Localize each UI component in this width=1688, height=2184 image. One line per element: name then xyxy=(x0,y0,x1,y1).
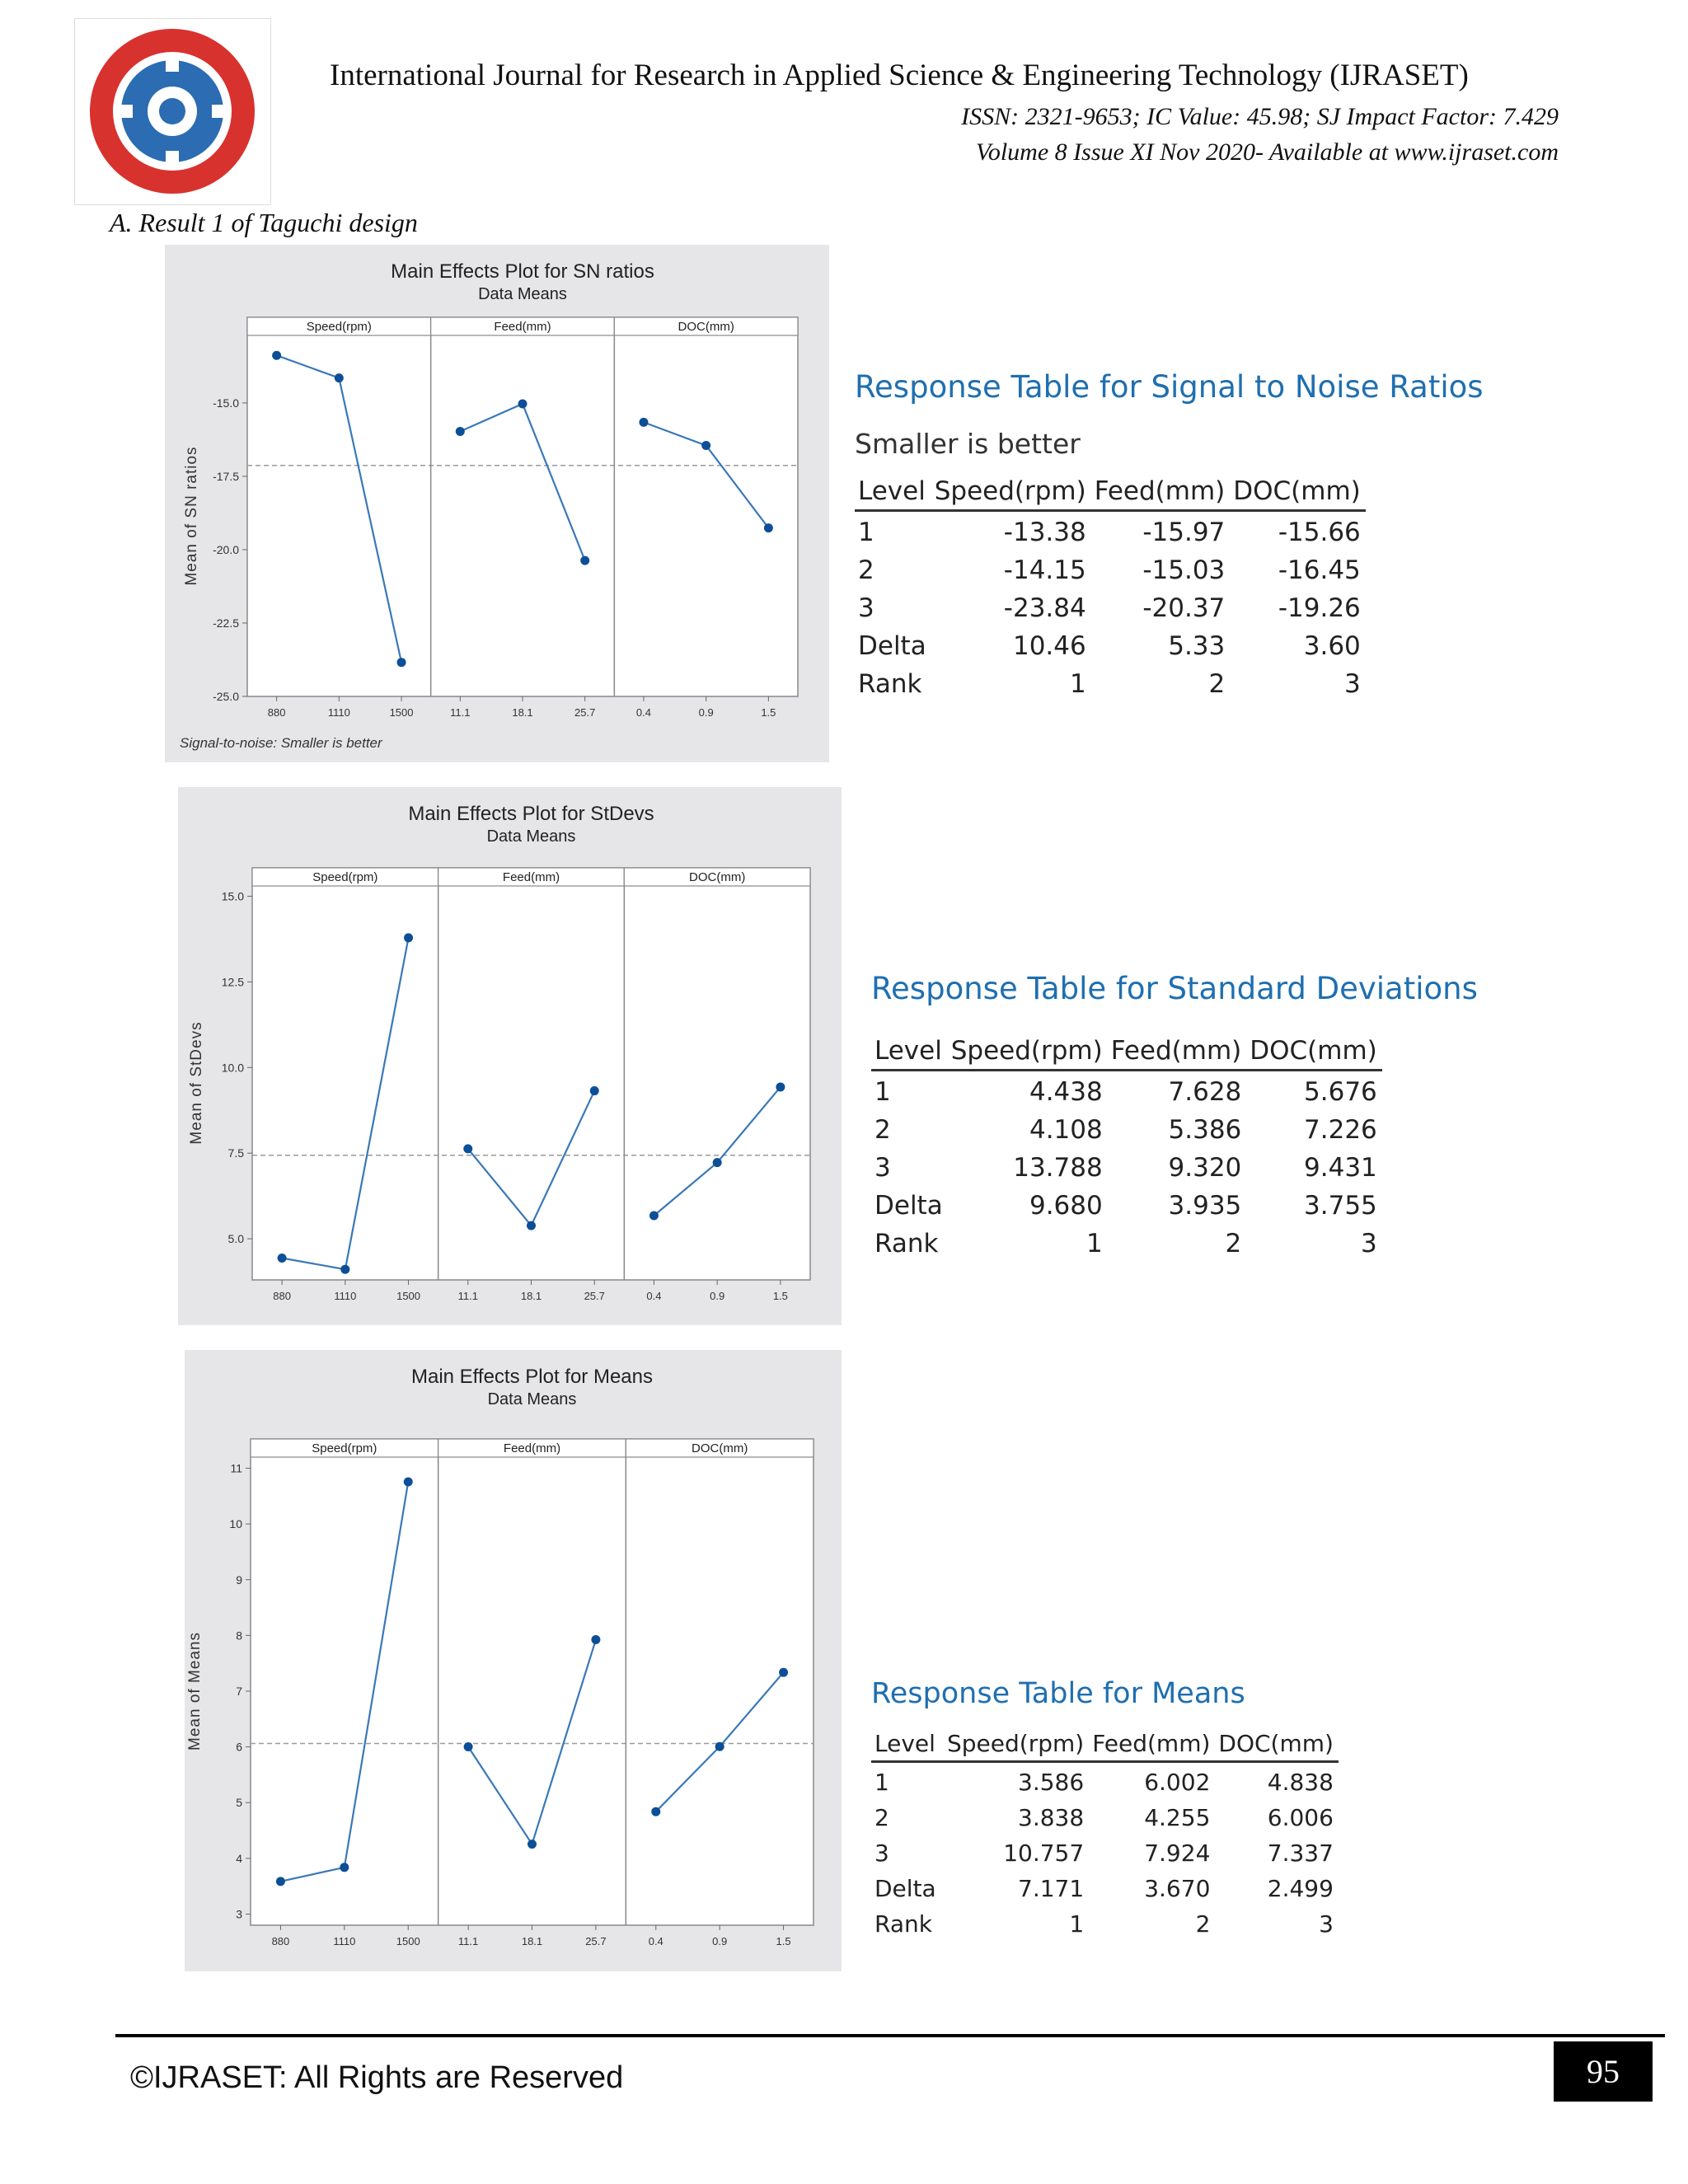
x-tick-label: 1500 xyxy=(396,1935,420,1947)
table-cell: Delta xyxy=(858,631,926,661)
table-cell: -16.45 xyxy=(1278,555,1361,585)
column-header: Speed(rpm) xyxy=(931,475,1091,511)
y-tick-label: -17.5 xyxy=(213,469,239,483)
x-tick-label: 18.1 xyxy=(512,706,533,719)
column-header: Feed(mm) xyxy=(1108,1034,1247,1071)
plot-area xyxy=(252,868,810,1280)
footer-copyright: ©IJRASET: All Rights are Reserved xyxy=(130,2060,624,2095)
y-tick-label: -22.5 xyxy=(213,616,239,630)
table-cell: 1 xyxy=(1069,669,1086,699)
chart-subtitle: Data Means xyxy=(487,1390,577,1408)
table-row xyxy=(855,511,1366,551)
data-point xyxy=(464,1742,473,1751)
data-point xyxy=(639,418,648,427)
data-point xyxy=(397,658,406,667)
y-tick-label: 4 xyxy=(236,1851,242,1865)
table-cell: -15.97 xyxy=(1142,518,1226,547)
x-tick-label: 25.7 xyxy=(584,1290,605,1302)
table-row xyxy=(871,1834,1339,1869)
column-header: Level xyxy=(855,475,931,511)
table-row xyxy=(871,1223,1382,1261)
y-tick-label: -15.0 xyxy=(213,396,239,410)
table-cell: -23.84 xyxy=(1003,593,1086,623)
table-cell: 5.386 xyxy=(1168,1115,1242,1145)
table-row xyxy=(871,1147,1382,1185)
table-cell: Rank xyxy=(874,1229,939,1258)
y-axis-label: Mean of SN ratios xyxy=(183,446,200,586)
x-tick-label: 0.9 xyxy=(698,706,714,719)
column-header: DOC(mm) xyxy=(1230,475,1366,511)
panel-label: Feed(mm) xyxy=(503,1441,561,1455)
table-cell: 13.788 xyxy=(1013,1153,1103,1183)
y-tick-label: -20.0 xyxy=(213,542,239,556)
table-cell: 7.171 xyxy=(1018,1875,1085,1902)
plot-area xyxy=(251,1439,814,1925)
table-cell: 4.255 xyxy=(1144,1804,1211,1831)
data-point xyxy=(590,1086,599,1095)
y-tick-label: 11 xyxy=(230,1461,242,1475)
table-cell: 1 xyxy=(858,518,874,547)
x-tick-label: 18.1 xyxy=(521,1935,543,1947)
y-tick-label: 5 xyxy=(236,1796,242,1810)
response-table-grid xyxy=(871,1034,1382,1261)
footer-rule xyxy=(115,2034,1665,2037)
x-tick-label: 0.4 xyxy=(646,1290,662,1302)
y-tick-label: 12.5 xyxy=(221,975,244,989)
table-cell: 7.924 xyxy=(1144,1840,1211,1867)
table-row xyxy=(871,1869,1339,1905)
table-row xyxy=(855,550,1366,588)
x-tick-label: 880 xyxy=(267,706,286,719)
table-cell: 3 xyxy=(874,1153,891,1183)
column-header: Speed(rpm) xyxy=(944,1728,1089,1762)
table-cell: 4.108 xyxy=(1029,1115,1103,1145)
table-cell: 3 xyxy=(874,1840,889,1867)
data-point xyxy=(335,373,344,382)
data-point xyxy=(518,399,528,408)
x-tick-label: 1.5 xyxy=(776,1935,791,1947)
x-tick-label: 1500 xyxy=(396,1290,421,1302)
response-table-title: Response Table for Standard Deviations xyxy=(871,971,1478,1006)
data-point xyxy=(528,1840,537,1849)
table-cell: 3.60 xyxy=(1303,631,1361,661)
plot-means xyxy=(185,1350,842,1975)
data-point xyxy=(340,1265,349,1274)
table-cell: 10.46 xyxy=(1012,631,1086,661)
table-row xyxy=(871,1185,1382,1223)
table-row xyxy=(855,663,1366,701)
table-cell: 2.499 xyxy=(1267,1875,1334,1902)
column-header: Level xyxy=(871,1034,948,1071)
x-tick-label: 1500 xyxy=(389,706,414,719)
table-cell: 4.838 xyxy=(1267,1769,1334,1796)
table-cell: 3 xyxy=(1361,1229,1377,1258)
table-cell: 3 xyxy=(858,593,874,623)
y-tick-label: 6 xyxy=(236,1740,242,1754)
table-cell: 2 xyxy=(1195,1910,1211,1938)
y-tick-label: -25.0 xyxy=(213,690,239,703)
data-point xyxy=(278,1254,287,1263)
panel-label: Feed(mm) xyxy=(494,320,551,334)
y-tick-label: 7.5 xyxy=(227,1146,244,1160)
y-tick-label: 5.0 xyxy=(227,1232,244,1246)
table-row xyxy=(871,1905,1339,1940)
x-tick-label: 1.5 xyxy=(761,706,776,719)
x-tick-label: 1110 xyxy=(334,1290,357,1302)
y-axis-label: Mean of StDevs xyxy=(188,1021,205,1145)
table-cell: 5.676 xyxy=(1304,1077,1377,1107)
plot-stdevs xyxy=(178,787,842,1329)
x-tick-label: 18.1 xyxy=(520,1290,542,1302)
panel-label: DOC(mm) xyxy=(692,1441,748,1455)
table-cell: 10.757 xyxy=(1003,1840,1085,1867)
column-header: DOC(mm) xyxy=(1246,1034,1382,1071)
table-cell: Rank xyxy=(874,1910,932,1938)
data-point xyxy=(649,1212,659,1221)
chart-title: Main Effects Plot for Means xyxy=(410,1366,654,1388)
x-tick-label: 11.1 xyxy=(457,1935,479,1947)
chart-subtitle: Data Means xyxy=(486,827,576,846)
data-point xyxy=(580,556,589,565)
data-point xyxy=(527,1221,536,1230)
x-tick-label: 11.1 xyxy=(457,1290,478,1302)
x-tick-label: 25.7 xyxy=(585,1935,607,1947)
data-point xyxy=(456,427,465,436)
panel-label: Speed(rpm) xyxy=(312,870,378,884)
chart-subtitle: Data Means xyxy=(478,285,567,303)
data-point xyxy=(463,1144,472,1153)
response-table-grid xyxy=(855,475,1366,701)
response-table-title: Response Table for Means xyxy=(871,1677,1245,1710)
y-tick-label: 8 xyxy=(236,1629,242,1643)
table-cell: 2 xyxy=(874,1804,889,1831)
response-table-subtitle: Smaller is better xyxy=(855,428,1081,460)
data-point xyxy=(651,1807,660,1816)
table-cell: 2 xyxy=(1225,1229,1242,1258)
response-table-grid xyxy=(871,1728,1339,1940)
table-cell: 9.320 xyxy=(1168,1153,1242,1183)
table-cell: 9.680 xyxy=(1029,1191,1103,1221)
y-tick-label: 9 xyxy=(236,1572,242,1586)
table-cell: 3.935 xyxy=(1168,1191,1242,1221)
y-tick-label: 10 xyxy=(229,1517,242,1531)
response-table-sn xyxy=(855,369,1484,701)
data-point xyxy=(779,1668,788,1677)
x-tick-label: 880 xyxy=(271,1935,290,1947)
column-header: Feed(mm) xyxy=(1091,475,1231,511)
data-point xyxy=(715,1742,724,1751)
table-cell: 3 xyxy=(1344,669,1361,699)
response-table-title: Response Table for Signal to Noise Ratios xyxy=(855,369,1484,405)
table-cell: 9.431 xyxy=(1304,1153,1377,1183)
column-header: Level xyxy=(871,1728,944,1762)
table-row xyxy=(871,1109,1382,1147)
volume-line: Volume 8 Issue XI Nov 2020- Available at www.ijraset.com xyxy=(975,138,1559,166)
data-point xyxy=(764,523,773,532)
plot-sn-ratios xyxy=(165,245,829,766)
x-tick-label: 1.5 xyxy=(772,1290,788,1302)
y-tick-label: 3 xyxy=(236,1907,242,1921)
table-cell: 2 xyxy=(1208,669,1226,699)
table-cell: 3.586 xyxy=(1018,1769,1085,1796)
column-header: Feed(mm) xyxy=(1089,1728,1215,1762)
data-point xyxy=(404,933,413,942)
table-cell: 1 xyxy=(874,1769,889,1796)
table-cell: Delta xyxy=(874,1875,936,1902)
panel-label: DOC(mm) xyxy=(689,870,746,884)
y-axis-label: Mean of Means xyxy=(186,1632,204,1750)
table-cell: 1 xyxy=(1085,1229,1103,1258)
table-row xyxy=(871,1071,1382,1110)
table-cell: 2 xyxy=(874,1115,891,1145)
x-tick-label: 1110 xyxy=(333,1935,356,1947)
x-tick-label: 0.9 xyxy=(712,1935,728,1947)
table-row xyxy=(855,588,1366,626)
table-cell: 7.226 xyxy=(1304,1115,1377,1145)
response-table-means xyxy=(871,1677,1339,1940)
table-cell: -14.15 xyxy=(1003,555,1086,585)
page-number: 95 xyxy=(1554,2041,1653,2102)
journal-logo xyxy=(74,18,271,205)
x-tick-label: 0.9 xyxy=(710,1290,725,1302)
panel-label: Speed(rpm) xyxy=(306,320,372,334)
issn-line: ISSN: 2321-9653; IC Value: 45.98; SJ Impact Factor: 7.429 xyxy=(961,103,1559,130)
table-cell: 3.670 xyxy=(1144,1875,1211,1902)
table-cell: 5.33 xyxy=(1168,631,1226,661)
table-cell: 1 xyxy=(1069,1910,1085,1938)
table-cell: -19.26 xyxy=(1278,593,1361,623)
table-cell: 3.755 xyxy=(1304,1191,1377,1221)
panel-label: Feed(mm) xyxy=(502,870,560,884)
table-cell: 7.628 xyxy=(1168,1077,1242,1107)
data-point xyxy=(713,1158,722,1167)
chart-title: Main Effects Plot for SN ratios xyxy=(391,260,654,283)
panel-label: DOC(mm) xyxy=(678,320,734,334)
response-table-stdevs xyxy=(871,971,1478,1261)
table-cell: 6.002 xyxy=(1144,1769,1211,1796)
y-tick-label: 15.0 xyxy=(221,889,244,903)
data-point xyxy=(340,1863,349,1872)
table-cell: 4.438 xyxy=(1029,1077,1103,1107)
table-cell: 1 xyxy=(874,1077,891,1107)
data-point xyxy=(591,1635,600,1644)
data-point xyxy=(276,1877,285,1886)
chart-title: Main Effects Plot for StDevs xyxy=(408,803,654,825)
y-tick-label: 10.0 xyxy=(221,1061,244,1075)
table-cell: Delta xyxy=(874,1191,943,1221)
table-cell: Rank xyxy=(858,669,922,699)
table-row xyxy=(871,1762,1339,1799)
table-row xyxy=(855,626,1366,663)
table-cell: 3 xyxy=(1319,1910,1334,1938)
x-tick-label: 1110 xyxy=(327,706,350,719)
x-tick-label: 0.4 xyxy=(635,706,651,719)
panel-label: Speed(rpm) xyxy=(312,1441,377,1455)
x-tick-label: 11.1 xyxy=(450,706,471,719)
y-tick-label: 7 xyxy=(236,1685,242,1698)
table-cell: -20.37 xyxy=(1142,593,1226,623)
journal-title: International Journal for Research in Applied Science & Engineering Technology (IJRASET) xyxy=(330,59,1469,92)
section-heading: A. Result 1 of Taguchi design xyxy=(110,208,418,237)
x-tick-label: 0.4 xyxy=(648,1935,663,1947)
table-cell: 6.006 xyxy=(1267,1804,1334,1831)
table-cell: 3.838 xyxy=(1018,1804,1085,1831)
table-row xyxy=(871,1798,1339,1834)
x-tick-label: 880 xyxy=(273,1290,291,1302)
table-cell: -15.66 xyxy=(1278,518,1361,547)
table-cell: 7.337 xyxy=(1267,1840,1334,1867)
data-point xyxy=(404,1477,413,1486)
table-cell: -15.03 xyxy=(1142,555,1226,585)
data-point xyxy=(701,441,710,450)
table-cell: 2 xyxy=(858,555,874,585)
data-point xyxy=(776,1082,785,1091)
chart-footnote: Signal-to-noise: Smaller is better xyxy=(180,735,382,751)
column-header: DOC(mm) xyxy=(1215,1728,1339,1762)
data-point xyxy=(272,351,281,360)
table-cell: -13.38 xyxy=(1003,518,1086,547)
x-tick-label: 25.7 xyxy=(574,706,596,719)
column-header: Speed(rpm) xyxy=(948,1034,1108,1071)
